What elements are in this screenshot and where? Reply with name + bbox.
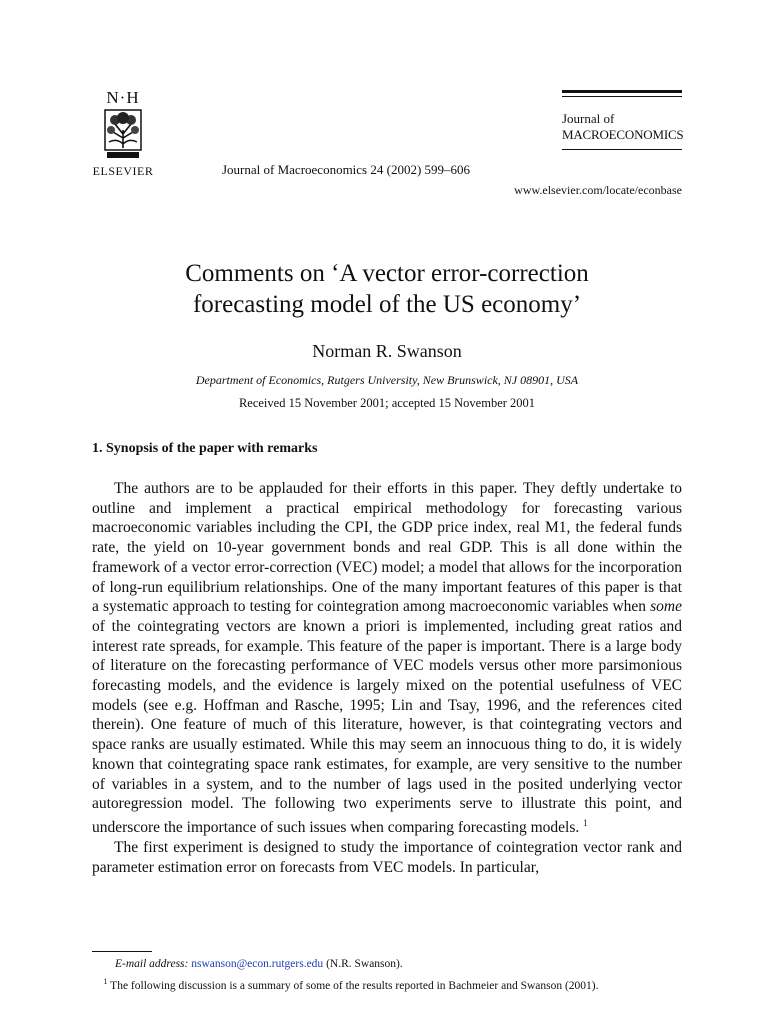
masthead-rule <box>562 96 682 97</box>
email-owner: (N.R. Swanson). <box>326 958 403 970</box>
paragraph <box>92 479 682 838</box>
paragraph: The first experiment is designed to study the importance of cointegration vector rank and parameter estimation error on forecasts from VEC models. In particular, <box>92 838 682 876</box>
email-link[interactable]: nswanson@econ.rutgers.edu <box>191 958 324 970</box>
logo-nh-text: N·H <box>106 88 140 107</box>
article-title <box>92 258 682 320</box>
paragraph-text: of the cointegrating vectors are known a priori is implemented, including great ratios and interest rate spreads, for example. This feature of the paper is important. There is a large body of literature on the forecasting performance of VEC models versus other more parsimonious forecasting models, and the evidence is largely mixed on the potential usefulness of VEC models (see e.g. Hoffman and Rasche, 1995; Lin and Tsay, 1996, and the references cited therein). One feature of much of this literature, however, is that cointegrating vectors and space ranks are usually estimated. While this may seem an innocuous thing to do, it is widely known that cointegrating space rank estimates, for example, are very sensitive to the number of variables in a system, and to the number of lags used in the posited underlying vector autoregression model. The following two experiments serve to illustrate this point, and underscore the importance of such issues when comparing forecasting models. <box>92 617 682 837</box>
author-affiliation: Department of Economics, Rutgers University, New Brunswick, NJ 08901, USA <box>195 373 579 387</box>
footnote-email <box>92 957 682 972</box>
masthead-rule <box>562 149 682 150</box>
journal-url[interactable]: www.elsevier.com/locate/econbase <box>514 183 682 197</box>
email-label: E-mail address: <box>115 958 189 970</box>
emphasis-text: some <box>650 598 682 616</box>
footnote-ref[interactable]: 1 <box>583 817 588 828</box>
footnote-1 <box>92 974 682 994</box>
title-line: Comments on ‘A vector error-correction <box>185 260 589 287</box>
journal-citation: Journal of Macroeconomics 24 (2002) 599–606 <box>222 162 471 177</box>
elsevier-tree-icon <box>101 108 145 160</box>
journal-masthead <box>562 90 682 150</box>
publisher-logo <box>92 90 154 179</box>
received-dates: Received 15 November 2001; accepted 15 November 2001 <box>238 396 536 410</box>
footnote-rule <box>92 951 152 952</box>
journal-of-label: Journal of <box>562 111 615 126</box>
masthead-rule <box>562 90 682 93</box>
footnote-text: The following discussion is a summary of some of the results reported in Bachmeier and Swanson (2001). <box>110 979 599 992</box>
title-line: forecasting model of the US economy’ <box>192 291 582 318</box>
section-heading: 1. Synopsis of the paper with remarks <box>92 441 318 456</box>
publisher-name: ELSEVIER <box>92 164 154 178</box>
footnote-mark: 1 <box>103 977 108 986</box>
author-name: Norman R. Swanson <box>312 341 462 361</box>
paragraph-text: The authors are to be applauded for their efforts in this paper. They deftly undertake to outline and implement a practical empirical methodology for forecasting various macroeconomic variables including the CPI, the GDP price index, real M1, the federal funds rate, the yield on 10-year government bonds and real GDP. This is all done within the framework of a vector error-correction (VEC) model; a model that allows for the incorporation of long-run equilibrium relationships. One of the many important features of this paper is that a systematic approach to testing for cointegration among macroeconomic variables when <box>92 480 682 616</box>
journal-name: MACROECONOMICS <box>562 127 684 142</box>
body-text <box>92 479 682 877</box>
